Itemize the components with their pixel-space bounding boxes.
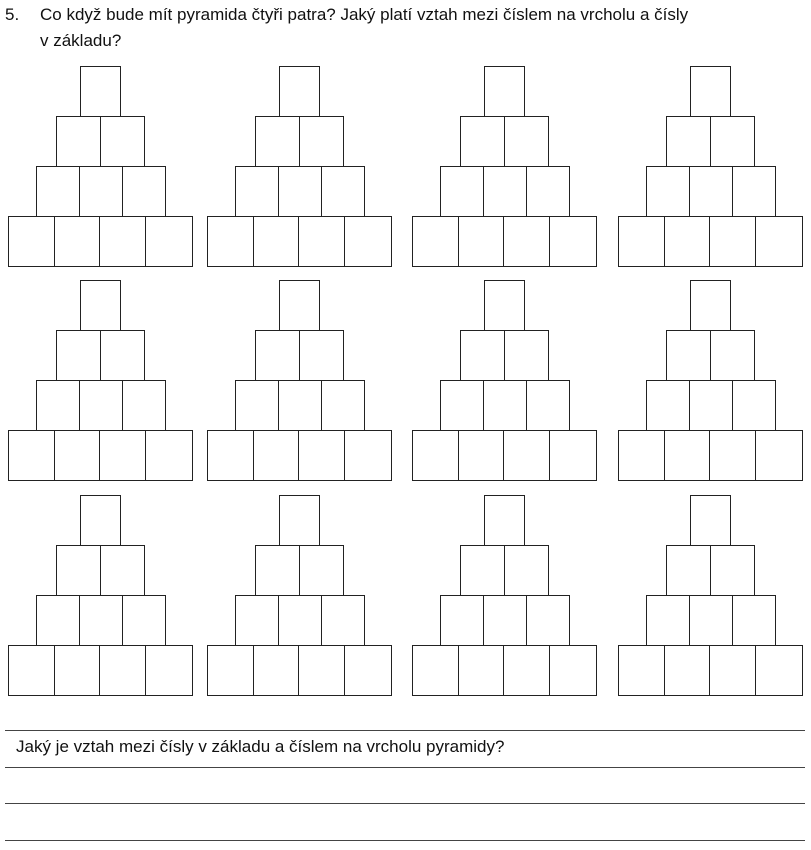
pyramid-cell[interactable] <box>460 330 505 381</box>
pyramid-cell[interactable] <box>279 280 320 331</box>
pyramid-cell[interactable] <box>278 166 322 217</box>
pyramid-cell[interactable] <box>80 66 121 117</box>
pyramid-cell[interactable] <box>36 166 80 217</box>
pyramid-cell[interactable] <box>344 216 392 267</box>
pyramid-cell[interactable] <box>54 645 100 696</box>
task-text-line-1: Co když bude mít pyramida čtyři patra? Jaký platí vztah mezi číslem na vrcholu a čísly <box>40 5 689 24</box>
pyramid-cell[interactable] <box>690 495 731 546</box>
pyramid-cell[interactable] <box>732 166 776 217</box>
pyramid-cell[interactable] <box>618 216 665 267</box>
pyramid-cell[interactable] <box>483 595 527 646</box>
pyramid-cell[interactable] <box>207 645 254 696</box>
pyramid-cell[interactable] <box>440 166 484 217</box>
pyramid-cell[interactable] <box>618 645 665 696</box>
pyramid-cell[interactable] <box>755 216 803 267</box>
pyramid-cell[interactable] <box>709 430 756 481</box>
pyramid-cell[interactable] <box>99 645 146 696</box>
pyramid-cell[interactable] <box>299 116 344 167</box>
pyramid-cell[interactable] <box>504 330 549 381</box>
answer-line[interactable] <box>5 730 805 731</box>
pyramid-cell[interactable] <box>8 645 55 696</box>
pyramid-cell[interactable] <box>99 430 146 481</box>
pyramid-cell[interactable] <box>79 380 123 431</box>
pyramid-cell[interactable] <box>344 645 392 696</box>
pyramid-cell[interactable] <box>666 330 711 381</box>
pyramid-cell[interactable] <box>56 545 101 596</box>
pyramid-cell[interactable] <box>755 645 803 696</box>
pyramid-cell[interactable] <box>278 380 322 431</box>
task-text-line-2: v základu? <box>40 31 122 50</box>
task-number: 5. <box>5 5 20 24</box>
pyramid-cell[interactable] <box>253 430 299 481</box>
pyramid-cell[interactable] <box>80 280 121 331</box>
pyramid-cell[interactable] <box>100 330 145 381</box>
pyramid-cell[interactable] <box>235 380 279 431</box>
pyramid-cell[interactable] <box>145 645 193 696</box>
pyramid-cell[interactable] <box>8 430 55 481</box>
pyramid-cell[interactable] <box>54 216 100 267</box>
pyramid-cell[interactable] <box>145 216 193 267</box>
pyramid-cell[interactable] <box>36 595 80 646</box>
pyramid-cell[interactable] <box>549 645 597 696</box>
pyramid-cell[interactable] <box>664 645 710 696</box>
pyramid-cell[interactable] <box>460 545 505 596</box>
pyramid-cell[interactable] <box>298 216 345 267</box>
question-text: Jaký je vztah mezi čísly v základu a číslem na vrcholu pyramidy? <box>16 737 505 756</box>
answer-line[interactable] <box>5 803 805 804</box>
pyramid-cell[interactable] <box>503 216 550 267</box>
pyramid-cell[interactable] <box>100 116 145 167</box>
pyramid-cell[interactable] <box>666 116 711 167</box>
pyramid-cell[interactable] <box>690 280 731 331</box>
pyramid-cell[interactable] <box>145 430 193 481</box>
pyramid-cell[interactable] <box>235 166 279 217</box>
pyramid-cell[interactable] <box>460 116 505 167</box>
pyramid-cell[interactable] <box>253 216 299 267</box>
pyramid-cell[interactable] <box>255 330 300 381</box>
pyramid-cell[interactable] <box>483 380 527 431</box>
pyramid-cell[interactable] <box>710 116 755 167</box>
pyramid-cell[interactable] <box>412 645 459 696</box>
pyramid-cell[interactable] <box>298 645 345 696</box>
pyramid-cell[interactable] <box>483 166 527 217</box>
pyramid-cell[interactable] <box>709 216 756 267</box>
pyramid-cell[interactable] <box>458 430 504 481</box>
pyramid-cell[interactable] <box>646 595 690 646</box>
pyramid-cell[interactable] <box>79 166 123 217</box>
pyramid-cell[interactable] <box>255 545 300 596</box>
answer-line[interactable] <box>5 767 805 768</box>
pyramid-cell[interactable] <box>689 380 733 431</box>
pyramid-cell[interactable] <box>8 216 55 267</box>
pyramid-cell[interactable] <box>207 216 254 267</box>
pyramid-cell[interactable] <box>664 430 710 481</box>
pyramid-cell[interactable] <box>299 545 344 596</box>
pyramid-cell[interactable] <box>253 645 299 696</box>
pyramid-cell[interactable] <box>207 430 254 481</box>
pyramid-cell[interactable] <box>503 645 550 696</box>
pyramid-cell[interactable] <box>526 166 570 217</box>
pyramid-cell[interactable] <box>503 430 550 481</box>
pyramid-cell[interactable] <box>278 595 322 646</box>
pyramid-cell[interactable] <box>298 430 345 481</box>
pyramid-cell[interactable] <box>344 430 392 481</box>
pyramid-cell[interactable] <box>689 166 733 217</box>
pyramid-cell[interactable] <box>321 595 365 646</box>
pyramid-cell[interactable] <box>458 216 504 267</box>
pyramid-cell[interactable] <box>646 166 690 217</box>
pyramid-cell[interactable] <box>99 216 146 267</box>
pyramid-cell[interactable] <box>122 380 166 431</box>
pyramid-cell[interactable] <box>732 595 776 646</box>
pyramid-cell[interactable] <box>122 595 166 646</box>
pyramid-cell[interactable] <box>279 495 320 546</box>
pyramid-cell[interactable] <box>56 330 101 381</box>
pyramid-cell[interactable] <box>122 166 166 217</box>
pyramid-cell[interactable] <box>279 66 320 117</box>
pyramid-cell[interactable] <box>710 545 755 596</box>
pyramid-cell[interactable] <box>526 380 570 431</box>
pyramid-cell[interactable] <box>504 545 549 596</box>
pyramid-cell[interactable] <box>79 595 123 646</box>
pyramid-cell[interactable] <box>412 430 459 481</box>
pyramid-cell[interactable] <box>689 595 733 646</box>
pyramid-cell[interactable] <box>321 380 365 431</box>
pyramid-cell[interactable] <box>484 66 525 117</box>
pyramid-cell[interactable] <box>755 430 803 481</box>
pyramid-cell[interactable] <box>80 495 121 546</box>
pyramid-cell[interactable] <box>484 495 525 546</box>
pyramid-cell[interactable] <box>412 216 459 267</box>
pyramid-cell[interactable] <box>549 216 597 267</box>
pyramid-cell[interactable] <box>646 380 690 431</box>
pyramid-cell[interactable] <box>458 645 504 696</box>
pyramid-cell[interactable] <box>618 430 665 481</box>
pyramid-cell[interactable] <box>54 430 100 481</box>
pyramid-cell[interactable] <box>56 116 101 167</box>
pyramid-cell[interactable] <box>255 116 300 167</box>
pyramid-cell[interactable] <box>440 380 484 431</box>
pyramid-cell[interactable] <box>235 595 279 646</box>
answer-line[interactable] <box>5 840 805 841</box>
pyramid-cell[interactable] <box>526 595 570 646</box>
pyramid-cell[interactable] <box>321 166 365 217</box>
pyramid-cell[interactable] <box>732 380 776 431</box>
pyramid-cell[interactable] <box>484 280 525 331</box>
pyramid-cell[interactable] <box>100 545 145 596</box>
pyramid-cell[interactable] <box>36 380 80 431</box>
pyramid-cell[interactable] <box>710 330 755 381</box>
pyramid-cell[interactable] <box>549 430 597 481</box>
pyramid-cell[interactable] <box>709 645 756 696</box>
pyramid-cell[interactable] <box>664 216 710 267</box>
pyramid-cell[interactable] <box>440 595 484 646</box>
pyramid-cell[interactable] <box>504 116 549 167</box>
pyramid-cell[interactable] <box>690 66 731 117</box>
pyramid-cell[interactable] <box>299 330 344 381</box>
pyramid-cell[interactable] <box>666 545 711 596</box>
